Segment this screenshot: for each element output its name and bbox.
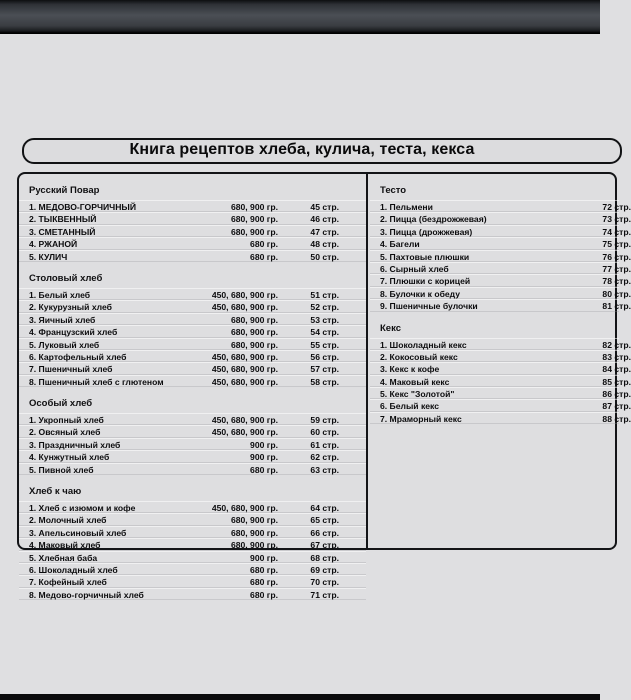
- recipe-page-number: 69 стр.: [310, 564, 339, 575]
- recipe-name: 4. Багели: [380, 239, 420, 250]
- recipe-name: 4. Маковый кекс: [380, 376, 450, 387]
- table-row[interactable]: [19, 212, 366, 224]
- table-row[interactable]: [19, 375, 366, 387]
- table-row[interactable]: [370, 250, 631, 262]
- table-row[interactable]: [370, 387, 631, 400]
- recipe-name: 4. Французский хлеб: [29, 327, 118, 338]
- table-row[interactable]: [370, 399, 631, 412]
- recipe-name: 7. Пшеничный хлеб: [29, 364, 113, 375]
- recipe-weight: 680 гр.: [250, 251, 278, 262]
- recipe-page-number: 51 стр.: [310, 289, 339, 300]
- recipe-weight: 680, 900 гр.: [230, 540, 278, 551]
- recipe-page-number: 52 стр.: [310, 302, 339, 313]
- recipe-weight: 680, 900 гр.: [230, 339, 278, 350]
- recipe-page-number: 64 стр.: [310, 503, 339, 514]
- recipe-weight: 450, 680, 900 гр.: [211, 376, 278, 387]
- table-row[interactable]: [19, 413, 366, 425]
- recipe-weight: 680, 900 гр.: [230, 226, 278, 237]
- recipe-index-table: [17, 172, 631, 600]
- window-title-bar: [0, 0, 600, 34]
- index-column-right: [370, 174, 631, 548]
- recipe-weight: 680 гр.: [250, 577, 278, 588]
- recipe-name: 5. Пахтовые плюшки: [380, 251, 470, 262]
- document-page: [0, 34, 631, 667]
- section-heading: Кекс: [380, 322, 401, 334]
- table-row[interactable]: [370, 299, 631, 312]
- recipe-name: 6. Сырный хлеб: [380, 263, 449, 274]
- recipe-weight: 680, 900 гр.: [230, 515, 278, 526]
- recipe-name: 9. Пшеничные булочки: [380, 301, 478, 312]
- recipe-page-number: 45 стр.: [310, 202, 339, 212]
- recipe-name: 7. Кофейный хлеб: [29, 577, 107, 588]
- table-row[interactable]: [19, 575, 366, 587]
- recipe-page-number: 74 стр.: [602, 226, 631, 237]
- recipe-name: 1. Пельмени: [380, 202, 433, 212]
- table-row[interactable]: [370, 212, 631, 225]
- recipe-page-number: 77 стр.: [602, 263, 631, 274]
- table-row[interactable]: [19, 325, 366, 337]
- recipe-name: 3. Пицца (дрожжевая): [380, 226, 473, 237]
- recipe-name: 1. МЕДОВО-ГОРЧИЧНЫЙ: [29, 202, 137, 212]
- recipe-name: 2. ТЫКВЕННЫЙ: [29, 214, 97, 225]
- recipe-name: 7. Плюшки с корицей: [380, 276, 471, 287]
- recipe-page-number: 55 стр.: [310, 339, 339, 350]
- recipe-name: 4. Кунжутный хлеб: [29, 452, 110, 463]
- table-row[interactable]: [19, 350, 366, 362]
- recipe-page-number: 60 стр.: [310, 427, 339, 438]
- recipe-page-number: 54 стр.: [310, 327, 339, 338]
- recipe-page-number: 62 стр.: [310, 452, 339, 463]
- recipe-name: 3. Праздничный хлеб: [29, 439, 121, 450]
- recipe-weight: 450, 680, 900 гр.: [211, 364, 278, 375]
- recipe-page-number: 75 стр.: [602, 239, 631, 250]
- recipe-name: 6. Шоколадный хлеб: [29, 564, 118, 575]
- recipe-page-number: 84 стр.: [602, 364, 631, 375]
- page-title: Книга рецептов хлеба, кулича, теста, кекса: [129, 141, 475, 158]
- recipe-name: 2. Кукурузный хлеб: [29, 302, 112, 313]
- table-row[interactable]: [370, 375, 631, 387]
- table-row[interactable]: [19, 200, 366, 212]
- recipe-name: 3. Кекс к кофе: [380, 364, 440, 375]
- recipe-name: 1. Укропный хлеб: [29, 415, 104, 426]
- recipe-weight: 450, 680, 900 гр.: [211, 289, 278, 300]
- recipe-weight: 450, 680, 900 гр.: [211, 351, 278, 362]
- recipe-page-number: 61 стр.: [310, 439, 339, 450]
- recipe-weight: 450, 680, 900 гр.: [211, 415, 278, 426]
- recipe-page-number: 85 стр.: [602, 376, 631, 387]
- recipe-name: 3. СМЕТАННЫЙ: [29, 226, 96, 237]
- recipe-page-number: 66 стр.: [310, 527, 339, 538]
- recipe-page-number: 80 стр.: [602, 288, 631, 299]
- recipe-page-number: 78 стр.: [602, 276, 631, 287]
- recipe-name: 6. Картофельный хлеб: [29, 351, 127, 362]
- recipe-name: 4. Маковый хлеб: [29, 540, 101, 551]
- table-row[interactable]: [19, 362, 366, 374]
- recipe-name: 5. Луковый хлеб: [29, 339, 100, 350]
- index-section: [19, 180, 366, 268]
- recipe-page-number: 88 стр.: [602, 413, 631, 424]
- section-heading: Русский Повар: [29, 185, 100, 196]
- recipe-name: 3. Яичный хлеб: [29, 314, 96, 325]
- table-row[interactable]: [370, 200, 631, 212]
- index-section: [370, 318, 631, 431]
- recipe-page-number: 59 стр.: [310, 415, 339, 426]
- recipe-weight: 900 гр.: [250, 552, 278, 563]
- page-bottom-rule: [0, 694, 600, 700]
- recipe-page-number: 63 стр.: [310, 464, 339, 475]
- recipe-weight: 680, 900 гр.: [230, 527, 278, 538]
- recipe-weight: 680 гр.: [250, 589, 278, 600]
- recipe-weight: 900 гр.: [250, 452, 278, 463]
- recipe-name: 2. Кокосовый кекс: [380, 351, 458, 362]
- recipe-page-number: 57 стр.: [310, 364, 339, 375]
- table-row[interactable]: [19, 513, 366, 525]
- recipe-name: 8. Пшеничный хлеб с глютеном: [29, 376, 164, 387]
- recipe-page-number: 48 стр.: [310, 239, 339, 250]
- recipe-weight: 680, 900 гр.: [230, 214, 278, 225]
- recipe-page-number: 82 стр.: [602, 339, 631, 350]
- recipe-name: 3. Апельсиновый хлеб: [29, 527, 127, 538]
- recipe-weight: 680, 900 гр.: [230, 327, 278, 338]
- recipe-weight: 450, 680, 900 гр.: [211, 427, 278, 438]
- table-row[interactable]: [19, 237, 366, 249]
- recipe-name: 6. Белый кекс: [380, 401, 440, 412]
- table-row[interactable]: [19, 538, 366, 550]
- recipe-name: 1. Хлеб с изюмом и кофе: [29, 503, 136, 514]
- recipe-page-number: 76 стр.: [602, 251, 631, 262]
- table-row[interactable]: [370, 274, 631, 287]
- recipe-name: 5. Кекс "Золотой": [380, 389, 455, 400]
- recipe-page-number: 47 стр.: [310, 226, 339, 237]
- recipe-weight: 680, 900 гр.: [230, 314, 278, 325]
- table-row[interactable]: [19, 300, 366, 312]
- recipe-page-number: 86 стр.: [602, 389, 631, 400]
- recipe-name: 1. Белый хлеб: [29, 289, 91, 300]
- recipe-page-number: 71 стр.: [310, 589, 339, 600]
- table-row[interactable]: [19, 438, 366, 450]
- recipe-page-number: 56 стр.: [310, 351, 339, 362]
- table-row[interactable]: [19, 501, 366, 513]
- table-row[interactable]: [370, 225, 631, 237]
- table-row[interactable]: [19, 463, 366, 475]
- document-title-banner: [22, 138, 622, 164]
- table-row[interactable]: [19, 425, 366, 437]
- table-row[interactable]: [19, 588, 366, 600]
- section-heading: Столовый хлеб: [29, 272, 103, 284]
- table-row[interactable]: [19, 526, 366, 538]
- recipe-weight: 900 гр.: [250, 439, 278, 450]
- recipe-page-number: 67 стр.: [310, 540, 339, 551]
- recipe-page-number: 50 стр.: [310, 251, 339, 262]
- recipe-name: 8. Медово-горчичный хлеб: [29, 589, 144, 600]
- table-row[interactable]: [370, 338, 631, 350]
- recipe-name: 2. Овсяный хлеб: [29, 427, 101, 438]
- section-heading: Хлеб к чаю: [29, 486, 82, 498]
- recipe-page-number: 68 стр.: [310, 552, 339, 563]
- table-row[interactable]: [19, 288, 366, 300]
- table-row[interactable]: [19, 563, 366, 575]
- recipe-weight: 450, 680, 900 гр.: [211, 302, 278, 313]
- table-row[interactable]: [370, 287, 631, 299]
- recipe-weight: 680, 900 гр.: [230, 202, 278, 212]
- recipe-name: 5. Пивной хлеб: [29, 464, 94, 475]
- index-section: [370, 180, 631, 318]
- recipe-page-number: 87 стр.: [602, 401, 631, 412]
- table-row[interactable]: [370, 237, 631, 250]
- recipe-name: 4. РЖАНОЙ: [29, 239, 78, 250]
- recipe-page-number: 73 стр.: [602, 214, 631, 225]
- table-row[interactable]: [370, 350, 631, 362]
- index-section: [19, 481, 366, 606]
- recipe-page-number: 58 стр.: [310, 376, 339, 387]
- section-heading: Особый хлеб: [29, 398, 93, 410]
- recipe-page-number: 46 стр.: [310, 214, 339, 225]
- recipe-weight: 450, 680, 900 гр.: [211, 503, 278, 514]
- recipe-page-number: 65 стр.: [310, 515, 339, 526]
- recipe-name: 5. КУЛИЧ: [29, 251, 68, 262]
- recipe-name: 5. Хлебная баба: [29, 552, 98, 563]
- recipe-name: 2. Пицца (бездрожжевая): [380, 214, 487, 225]
- recipe-weight: 680 гр.: [250, 564, 278, 575]
- recipe-page-number: 81 стр.: [602, 301, 631, 312]
- table-row[interactable]: [19, 225, 366, 237]
- recipe-name: 1. Шоколадный кекс: [380, 339, 467, 350]
- recipe-name: 8. Булочки к обеду: [380, 288, 460, 299]
- table-row[interactable]: [19, 551, 366, 563]
- table-row[interactable]: [19, 313, 366, 325]
- section-spacer: [19, 601, 366, 606]
- section-spacer: [370, 425, 619, 430]
- table-row[interactable]: [370, 262, 631, 274]
- recipe-weight: 680 гр.: [250, 464, 278, 475]
- table-row[interactable]: [370, 362, 631, 375]
- recipe-weight: 680 гр.: [250, 239, 278, 250]
- table-row[interactable]: [19, 450, 366, 462]
- recipe-page-number: 70 стр.: [310, 577, 339, 588]
- table-row[interactable]: [370, 412, 631, 424]
- recipe-page-number: 83 стр.: [602, 351, 631, 362]
- recipe-name: 7. Мраморный кекс: [380, 413, 462, 424]
- recipe-name: 2. Молочный хлеб: [29, 515, 107, 526]
- recipe-page-number: 53 стр.: [310, 314, 339, 325]
- table-row[interactable]: [19, 250, 366, 262]
- table-row[interactable]: [19, 338, 366, 350]
- index-section: [19, 393, 366, 481]
- index-column-left: [19, 174, 368, 600]
- index-section: [19, 268, 366, 393]
- recipe-page-number: 72 стр.: [602, 202, 631, 212]
- section-heading: Тесто: [380, 185, 407, 196]
